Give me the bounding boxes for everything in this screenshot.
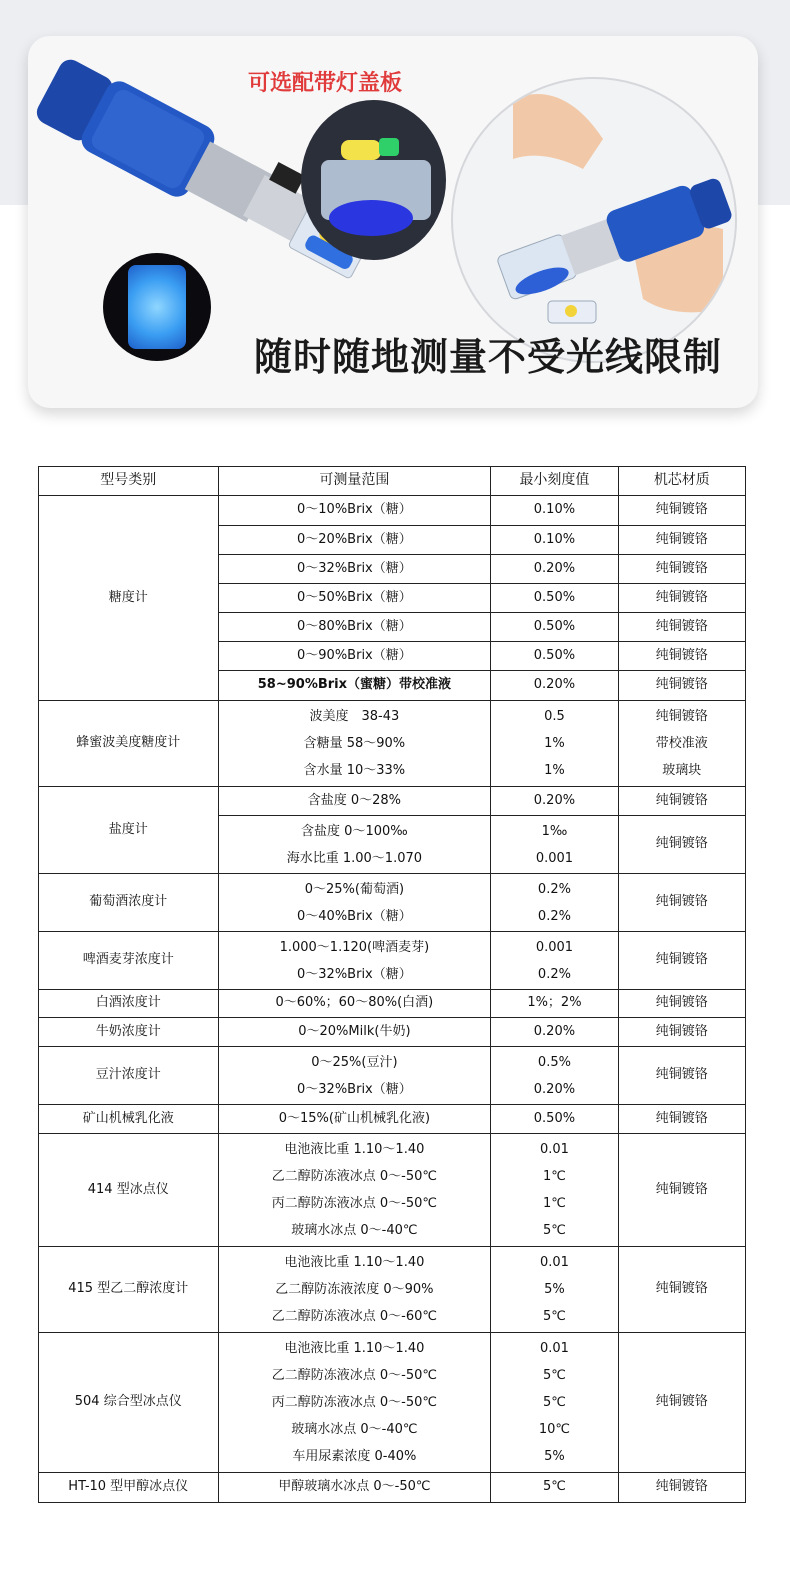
model-cell: 葡萄酒浓度计 — [39, 874, 219, 932]
table-row — [39, 701, 746, 787]
min-cell — [491, 932, 618, 990]
model-cell: HT-10 型甲醇冰点仪 — [39, 1473, 219, 1503]
range-line: 含水量 10～33% — [303, 763, 406, 778]
min-line: 1‰ — [541, 823, 568, 839]
min-line: 0.2% — [537, 966, 571, 982]
range-line: 乙二醇防冻液冰点 0～-50℃ — [271, 1169, 437, 1184]
min-line: 0.5 — [544, 709, 565, 724]
min-line: 10℃ — [538, 1422, 571, 1437]
table-row — [39, 1473, 746, 1503]
min-cell: 0.20% — [491, 787, 618, 816]
material-cell: 纯铜镀铬 — [618, 613, 745, 642]
header-min-scale: 最小刻度值 — [491, 467, 618, 496]
material-cell: 纯铜镀铬 — [618, 1134, 745, 1247]
backlight-glow-image — [103, 253, 211, 361]
model-cell: 牛奶浓度计 — [39, 1018, 219, 1047]
range-cell: 含盐度 0～28% — [218, 787, 491, 816]
min-cell — [491, 816, 618, 874]
range-line: 乙二醇防冻液冰点 0～-60℃ — [271, 1309, 437, 1324]
model-cell: 白酒浓度计 — [39, 990, 219, 1018]
range-line: 玻璃水冰点 0～-40℃ — [291, 1223, 418, 1238]
range-line: 丙二醇防冻液冰点 0～-50℃ — [271, 1196, 437, 1211]
material-cell: 纯铜镀铬 — [618, 990, 745, 1018]
material-cell: 纯铜镀铬 — [618, 496, 745, 526]
table-row — [39, 1333, 746, 1473]
min-line: 0.01 — [539, 1341, 569, 1356]
min-line: 5℃ — [543, 1223, 566, 1238]
range-cell: 58~90%Brix（蜜糖）带校准液 — [218, 671, 491, 701]
material-cell: 纯铜镀铬 — [618, 1105, 745, 1134]
range-cell: 0～90%Brix（糖） — [218, 642, 491, 671]
min-line: 0.01 — [539, 1142, 569, 1157]
min-cell: 0.50% — [491, 613, 618, 642]
range-line: 0～25%(葡萄酒) — [304, 881, 405, 897]
min-cell: 0.20% — [491, 1018, 618, 1047]
range-line: 电池液比重 1.10～1.40 — [284, 1255, 425, 1270]
table-row — [39, 1105, 746, 1134]
min-cell — [491, 701, 618, 787]
min-line: 1% — [544, 736, 565, 751]
range-line: 车用尿素浓度 0-40% — [292, 1449, 417, 1464]
min-cell — [491, 1247, 618, 1333]
range-cell — [218, 816, 491, 874]
product-banner — [28, 36, 758, 408]
lit-prism-inset — [301, 100, 446, 260]
min-line: 5℃ — [543, 1309, 566, 1324]
model-cell: 504 综合型冰点仪 — [39, 1333, 219, 1473]
material-cell: 纯铜镀铬 — [618, 671, 745, 701]
model-cell: 415 型乙二醇浓度计 — [39, 1247, 219, 1333]
table-header-row — [39, 467, 746, 496]
material-line: 纯铜镀铬 — [655, 709, 708, 724]
range-cell — [218, 1333, 491, 1473]
header-material: 机芯材质 — [618, 467, 745, 496]
min-cell: 0.50% — [491, 584, 618, 613]
optional-lid-tag: 可选配带灯盖板 — [248, 71, 403, 96]
range-cell: 0～10%Brix（糖） — [218, 496, 491, 526]
range-line: 电池液比重 1.10～1.40 — [284, 1341, 425, 1356]
material-line: 带校准液 — [655, 736, 708, 751]
min-line: 5℃ — [543, 1368, 566, 1383]
min-cell — [491, 1333, 618, 1473]
model-cell: 蜂蜜波美度糖度计 — [39, 701, 219, 787]
material-cell: 纯铜镀铬 — [618, 1047, 745, 1105]
range-cell: 0～15%(矿山机械乳化液) — [218, 1105, 491, 1134]
range-cell: 0～80%Brix（糖） — [218, 613, 491, 642]
min-line: 5℃ — [543, 1395, 566, 1410]
range-cell — [218, 932, 491, 990]
range-line: 0～40%Brix（糖） — [297, 908, 412, 924]
range-line: 乙二醇防冻液浓度 0～90% — [275, 1282, 434, 1297]
min-cell: 0.20% — [491, 671, 618, 701]
material-cell: 纯铜镀铬 — [618, 642, 745, 671]
range-cell — [218, 1247, 491, 1333]
min-line: 0.5% — [537, 1054, 571, 1070]
model-cell: 糖度计 — [39, 496, 219, 701]
material-cell — [618, 701, 745, 787]
min-line: 0.001 — [535, 850, 574, 866]
range-line: 电池液比重 1.10～1.40 — [284, 1142, 425, 1157]
range-line: 玻璃水冰点 0～-40℃ — [291, 1422, 418, 1437]
range-cell — [218, 1134, 491, 1247]
table-row — [39, 1047, 746, 1105]
min-cell: 5℃ — [491, 1473, 618, 1503]
range-line: 0～32%Brix（糖） — [297, 966, 412, 982]
min-cell: 0.10% — [491, 496, 618, 526]
range-line: 0～25%(豆汁) — [311, 1054, 398, 1070]
range-line: 丙二醇防冻液冰点 0～-50℃ — [271, 1395, 437, 1410]
table-row — [39, 1247, 746, 1333]
range-line: 海水比重 1.00～1.070 — [286, 850, 423, 866]
min-line: 0.2% — [537, 908, 571, 924]
range-cell: 0～50%Brix（糖） — [218, 584, 491, 613]
range-cell: 0～32%Brix（糖） — [218, 555, 491, 584]
min-line: 0.20% — [533, 1081, 576, 1097]
hand-usage-photo — [451, 77, 737, 363]
min-line: 0.001 — [535, 939, 574, 955]
header-model: 型号类别 — [39, 467, 219, 496]
model-cell: 盐度计 — [39, 787, 219, 874]
range-line: 1.000～1.120(啤酒麦芽) — [279, 939, 430, 955]
table-row — [39, 787, 746, 816]
min-line: 1℃ — [543, 1169, 566, 1184]
min-line: 5% — [544, 1449, 565, 1464]
min-cell: 1%；2% — [491, 990, 618, 1018]
min-cell — [491, 874, 618, 932]
range-line: 0～32%Brix（糖） — [297, 1081, 412, 1097]
model-cell: 豆汁浓度计 — [39, 1047, 219, 1105]
material-cell: 纯铜镀铬 — [618, 874, 745, 932]
min-cell — [491, 1134, 618, 1247]
min-cell: 0.10% — [491, 526, 618, 555]
min-line: 5% — [544, 1282, 565, 1297]
range-cell — [218, 701, 491, 787]
material-cell: 纯铜镀铬 — [618, 1247, 745, 1333]
material-cell: 纯铜镀铬 — [618, 816, 745, 874]
range-cell — [218, 874, 491, 932]
range-cell: 0～60%；60～80%(白酒) — [218, 990, 491, 1018]
material-cell: 纯铜镀铬 — [618, 932, 745, 990]
range-cell: 0～20%Milk(牛奶) — [218, 1018, 491, 1047]
table-row — [39, 990, 746, 1018]
min-cell: 0.20% — [491, 555, 618, 584]
material-cell: 纯铜镀铬 — [618, 1473, 745, 1503]
min-line: 1℃ — [543, 1196, 566, 1211]
material-cell: 纯铜镀铬 — [618, 584, 745, 613]
material-cell: 纯铜镀铬 — [618, 555, 745, 584]
min-line: 0.01 — [539, 1255, 569, 1270]
spec-table — [38, 466, 746, 1503]
table-row — [39, 1018, 746, 1047]
table-row — [39, 496, 746, 526]
banner-caption: 随时随地测量不受光线限制 — [253, 335, 722, 379]
header-range: 可测量范围 — [218, 467, 491, 496]
model-cell: 414 型冰点仪 — [39, 1134, 219, 1247]
range-line: 含糖量 58～90% — [303, 736, 406, 751]
min-cell — [491, 1047, 618, 1105]
material-cell: 纯铜镀铬 — [618, 1333, 745, 1473]
model-cell: 矿山机械乳化液 — [39, 1105, 219, 1134]
min-cell: 0.50% — [491, 1105, 618, 1134]
material-cell: 纯铜镀铬 — [618, 1018, 745, 1047]
model-cell: 啤酒麦芽浓度计 — [39, 932, 219, 990]
range-cell: 甲醇玻璃水冰点 0～-50℃ — [218, 1473, 491, 1503]
material-cell: 纯铜镀铬 — [618, 526, 745, 555]
min-cell: 0.50% — [491, 642, 618, 671]
table-row — [39, 932, 746, 990]
material-cell: 纯铜镀铬 — [618, 787, 745, 816]
range-line: 乙二醇防冻液冰点 0～-50℃ — [271, 1368, 437, 1383]
table-row — [39, 874, 746, 932]
range-line: 含盐度 0～100‰ — [301, 823, 408, 839]
table-row — [39, 1134, 746, 1247]
range-cell — [218, 1047, 491, 1105]
range-cell: 0～20%Brix（糖） — [218, 526, 491, 555]
min-line: 1% — [544, 763, 565, 778]
range-line: 波美度 38-43 — [309, 709, 400, 724]
material-line: 玻璃块 — [662, 763, 702, 778]
min-line: 0.2% — [537, 881, 571, 897]
